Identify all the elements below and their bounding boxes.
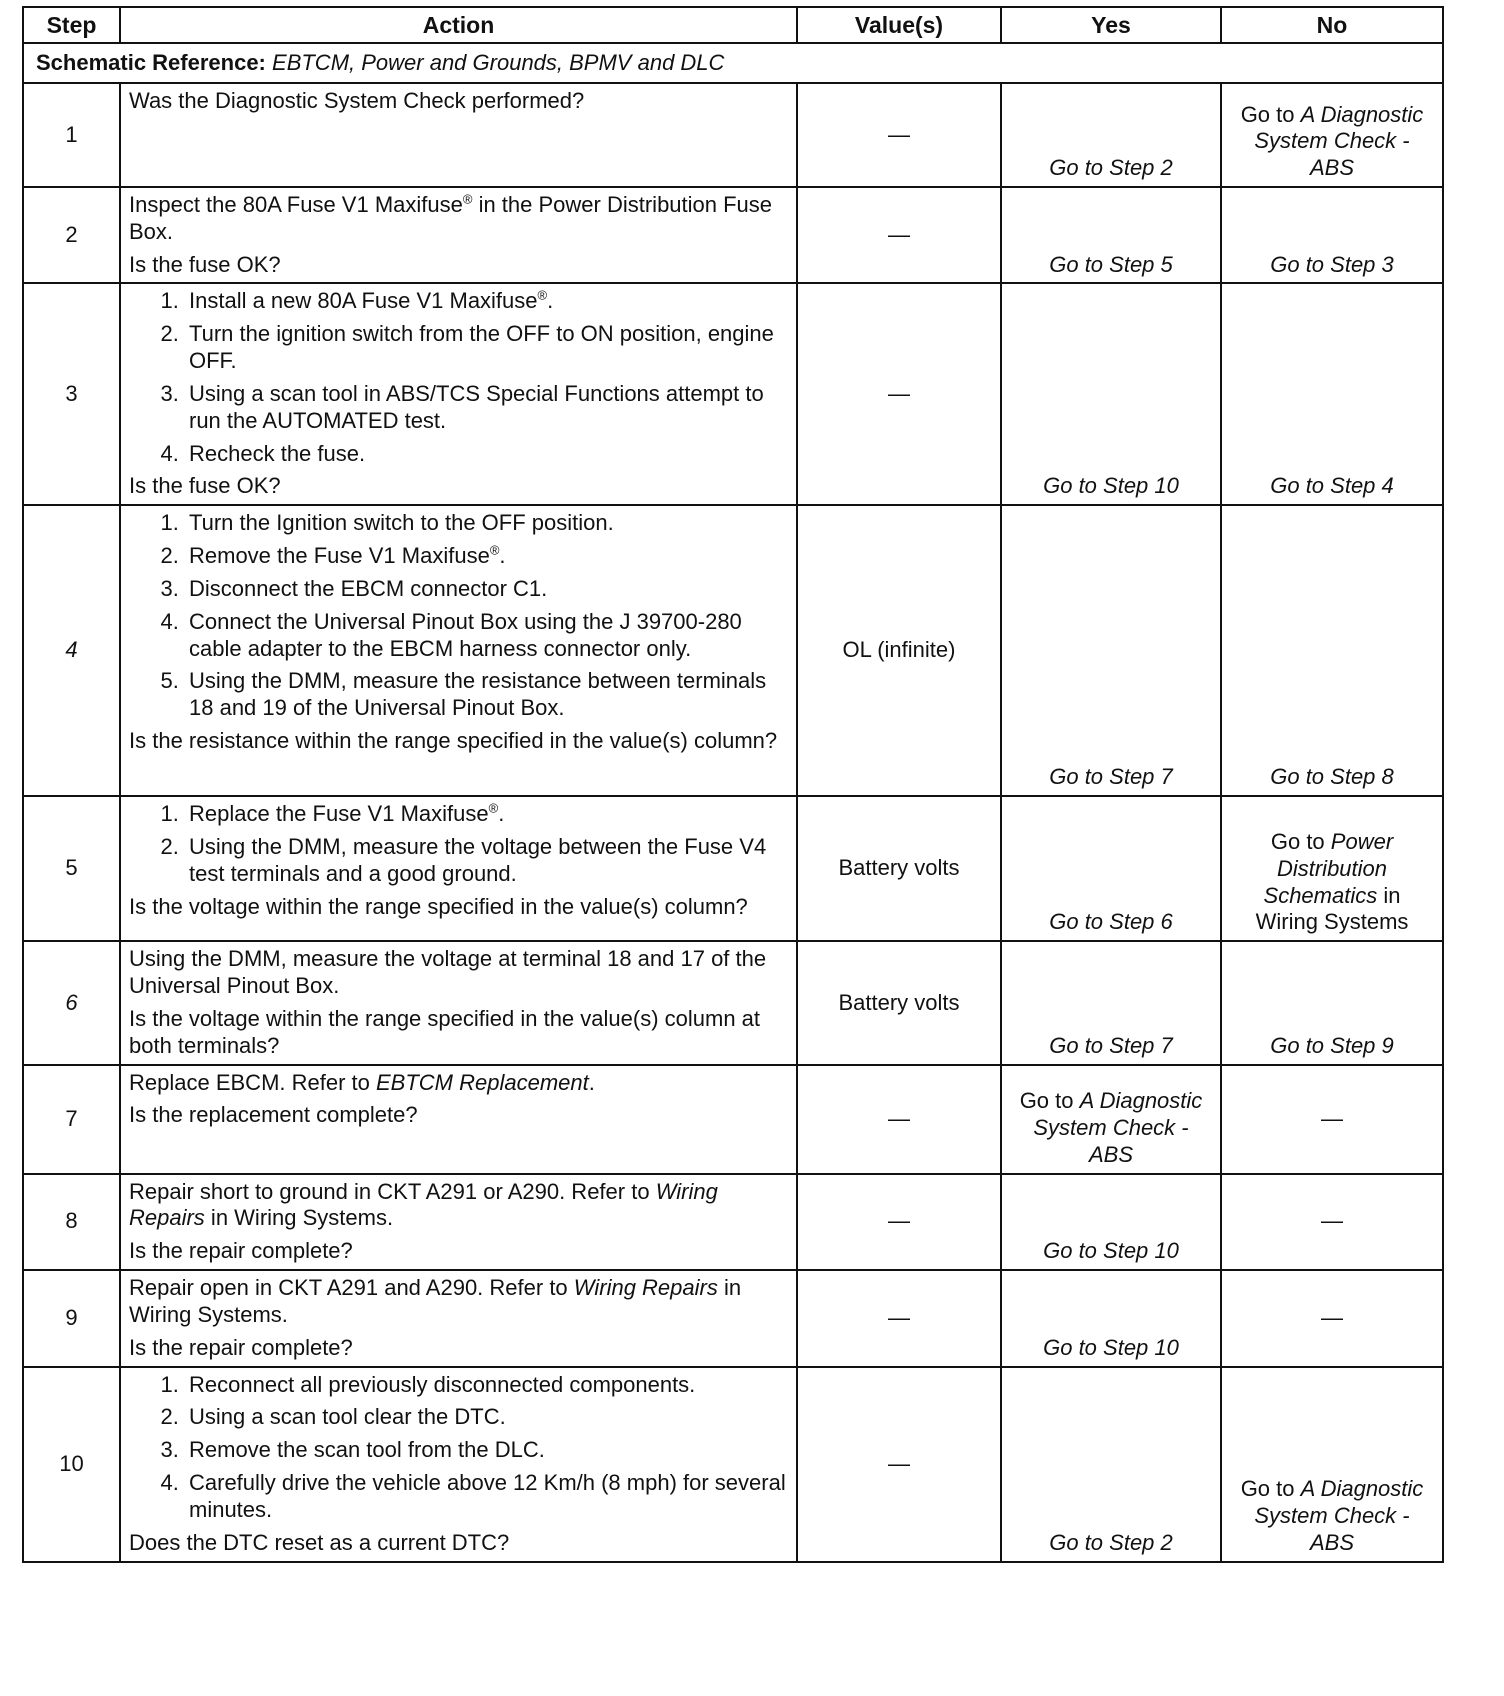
italic-text: Power Distribution Schematics [1263,828,1394,908]
italic-text: Go to Step 4 [1270,473,1394,499]
action-question: Is the replacement complete? [129,1102,418,1128]
text-run: Go to [1019,1088,1080,1114]
no-cell [1221,83,1443,187]
text-run: Using the DMM, measure the voltage at terminal 18 and 17 of the Universal Pinout Box. [129,946,767,999]
action-question: Is the repair complete? [129,1334,353,1360]
no-cell [1221,1270,1443,1366]
diagnostic-page [22,6,1442,1563]
italic-text: Go to Step 9 [1270,1032,1394,1058]
procedure-list [129,510,788,722]
step-number: 8 [23,1174,120,1270]
text-run: Recheck the fuse. [189,440,366,466]
registered-mark: ® [488,800,499,816]
no-cell [1221,1065,1443,1174]
procedure-item [185,510,788,537]
procedure-item [185,381,788,435]
action-cell [120,1270,797,1366]
procedure-item [185,1404,788,1431]
header-yes: Yes [1001,7,1221,43]
text-run: Was the Diagnostic System Check performed? [129,88,585,113]
value-cell: — [797,1065,1001,1174]
action-cell [120,1174,797,1270]
italic-text: Go to Step 2 [1049,155,1173,181]
procedure-item [185,543,788,570]
italic-text: Go to Step 6 [1049,909,1173,935]
text-run: Go to [1240,1476,1301,1502]
step-number: 1 [23,83,120,187]
step-number: 7 [23,1065,120,1174]
procedure-item [185,576,788,603]
table-header [23,7,1443,43]
step-number: 4 [23,505,120,796]
no-cell [1221,1174,1443,1270]
text-run: Carefully drive the vehicle above 12 Km/h (8 mph) for several minutes. [189,1470,786,1522]
diagnostic-table [22,6,1444,1563]
text-run: Reconnect all previously disconnected components. [189,1371,696,1397]
text-run: Install a new 80A Fuse V1 Maxifuse [189,288,538,314]
italic-text: Go to Step 7 [1049,764,1173,790]
step-number: 6 [23,941,120,1064]
header-values: Value(s) [797,7,1001,43]
italic-text: Go to Step 8 [1270,764,1394,790]
italic-text: Go to Step 3 [1270,251,1394,277]
step-number: 5 [23,796,120,941]
text-run: . [498,801,505,827]
italic-text: A Diagnostic System Check - ABS [1033,1088,1203,1167]
step-row [23,796,1443,941]
registered-mark: ® [462,191,473,207]
no-cell [1221,283,1443,505]
no-cell [1221,187,1443,283]
italic-text: EBTCM Replacement [375,1069,589,1095]
action-cell [120,83,797,187]
yes-cell [1001,1270,1221,1366]
step-number: 2 [23,187,120,283]
action-cell [120,1065,797,1174]
italic-text: Go to Step 10 [1043,1334,1179,1360]
action-question: Is the fuse OK? [129,473,281,499]
text-run: Using a scan tool clear the DTC. [189,1404,506,1430]
text-run: in Wiring Systems. [204,1205,394,1231]
italic-text: Go to Step 2 [1049,1529,1173,1555]
step-row [23,187,1443,283]
step-row [23,283,1443,505]
value-cell: — [797,83,1001,187]
procedure-list [129,801,788,887]
text-run: Repair open in CKT A291 and A290. Refer to [129,1275,574,1301]
text-run: Inspect the 80A Fuse V1 Maxifuse [129,192,463,217]
schematic-reference [23,43,1443,83]
text-run: Go to [1270,828,1331,854]
italic-text: Wiring Repairs [129,1178,718,1231]
procedure-item [185,321,788,375]
header-no: No [1221,7,1443,43]
action-text [129,946,788,1000]
action-cell [120,941,797,1064]
table-body [23,43,1443,1562]
no-cell [1221,505,1443,796]
procedure-item [185,441,788,468]
text-run: Replace EBCM. Refer to [129,1069,376,1095]
action-cell [120,505,797,796]
registered-mark: ® [489,542,500,558]
action-cell [120,796,797,941]
procedure-list [129,1372,788,1524]
action-text [129,192,788,246]
italic-text: Go to Step 5 [1049,251,1173,277]
action-cell [120,187,797,283]
procedure-item [185,1372,788,1399]
step-row [23,941,1443,1064]
text-run: . [499,543,506,569]
procedure-item [185,801,788,828]
schematic-label: Schematic Reference: [36,49,266,75]
action-question: Is the resistance within the range specified in the value(s) column? [129,728,778,754]
step-row [23,1367,1443,1562]
step-number: 10 [23,1367,120,1562]
text-run: Disconnect the EBCM connector C1. [189,575,548,601]
text-run: Turn the Ignition switch to the OFF position. [189,510,614,536]
italic-text: Go to Step 10 [1043,473,1179,499]
registered-mark: ® [537,288,548,304]
value-cell: — [797,283,1001,505]
text-run: in the Power Distribution Fuse Box. [129,192,773,244]
text-run: Go to [1240,101,1301,127]
procedure-item [185,609,788,663]
step-number: 9 [23,1270,120,1366]
schematic-reference-row [23,43,1443,83]
yes-cell [1001,505,1221,796]
italic-text: A Diagnostic System Check - ABS [1254,1476,1424,1555]
no-cell [1221,1367,1443,1562]
step-number: 3 [23,283,120,505]
no-cell [1221,941,1443,1064]
text-run: . [547,288,554,314]
header-action: Action [120,7,797,43]
schematic-value: EBTCM, Power and Grounds, BPMV and DLC [272,49,725,75]
action-question: Is the voltage within the range specified in the value(s) column at both terminals? [129,1005,761,1058]
italic-text: Go to Step 10 [1043,1238,1179,1264]
text-run: . [588,1069,595,1095]
text-run: — [1321,1105,1343,1131]
value-cell: — [797,187,1001,283]
italic-text: Wiring Repairs [573,1275,718,1301]
text-run: Remove the Fuse V1 Maxifuse [189,543,490,569]
step-row [23,1174,1443,1270]
text-run: Replace the Fuse V1 Maxifuse [189,801,489,827]
action-cell [120,1367,797,1562]
step-row [23,83,1443,187]
action-question: Does the DTC reset as a current DTC? [129,1529,510,1555]
text-run: Using the DMM, measure the voltage between the Fuse V4 test terminals and a good ground. [189,834,767,886]
yes-cell [1001,796,1221,941]
yes-cell [1001,1367,1221,1562]
text-run: Connect the Universal Pinout Box using the J 39700-280 cable adapter to the EBCM harness connector only. [189,608,742,661]
procedure-item [185,834,788,888]
text-run: Using a scan tool in ABS/TCS Special Functions attempt to run the AUTOMATED test. [189,380,764,433]
step-row [23,1270,1443,1366]
yes-cell [1001,283,1221,505]
text-run: Repair short to ground in CKT A291 or A290. Refer to [129,1178,656,1204]
value-cell: Battery volts [797,941,1001,1064]
yes-cell [1001,1065,1221,1174]
text-run: Remove the scan tool from the DLC. [189,1437,545,1463]
step-row [23,1065,1443,1174]
text-run: Using the DMM, measure the resistance between terminals 18 and 19 of the Universal Pinout Box. [189,668,767,721]
action-text [129,1070,788,1097]
text-run: Turn the ignition switch from the OFF to ON position, engine OFF. [189,321,774,374]
italic-text: A Diagnostic System Check - ABS [1254,101,1424,181]
procedure-list [129,288,788,467]
yes-cell [1001,187,1221,283]
value-cell: — [797,1270,1001,1366]
yes-cell [1001,941,1221,1064]
action-question: Is the voltage within the range specified in the value(s) column? [129,893,748,919]
action-question: Is the fuse OK? [129,251,281,277]
text-run: — [1321,1208,1343,1234]
procedure-item [185,288,788,315]
action-text [129,1275,788,1329]
yes-cell [1001,1174,1221,1270]
step-row [23,505,1443,796]
italic-text: Go to Step 7 [1049,1032,1173,1058]
procedure-item [185,1437,788,1464]
procedure-item [185,1470,788,1524]
action-question: Is the repair complete? [129,1238,353,1264]
no-cell [1221,796,1443,941]
text-run: in Wiring Systems [1255,882,1409,935]
action-cell [120,283,797,505]
header-step: Step [23,7,120,43]
value-cell: Battery volts [797,796,1001,941]
yes-cell [1001,83,1221,187]
value-cell: — [797,1367,1001,1562]
text-run: in Wiring Systems. [129,1275,742,1327]
procedure-item [185,668,788,722]
value-cell: — [797,1174,1001,1270]
value-cell: OL (infinite) [797,505,1001,796]
action-text [129,1179,788,1233]
action-text [129,88,788,115]
text-run: — [1321,1304,1343,1330]
